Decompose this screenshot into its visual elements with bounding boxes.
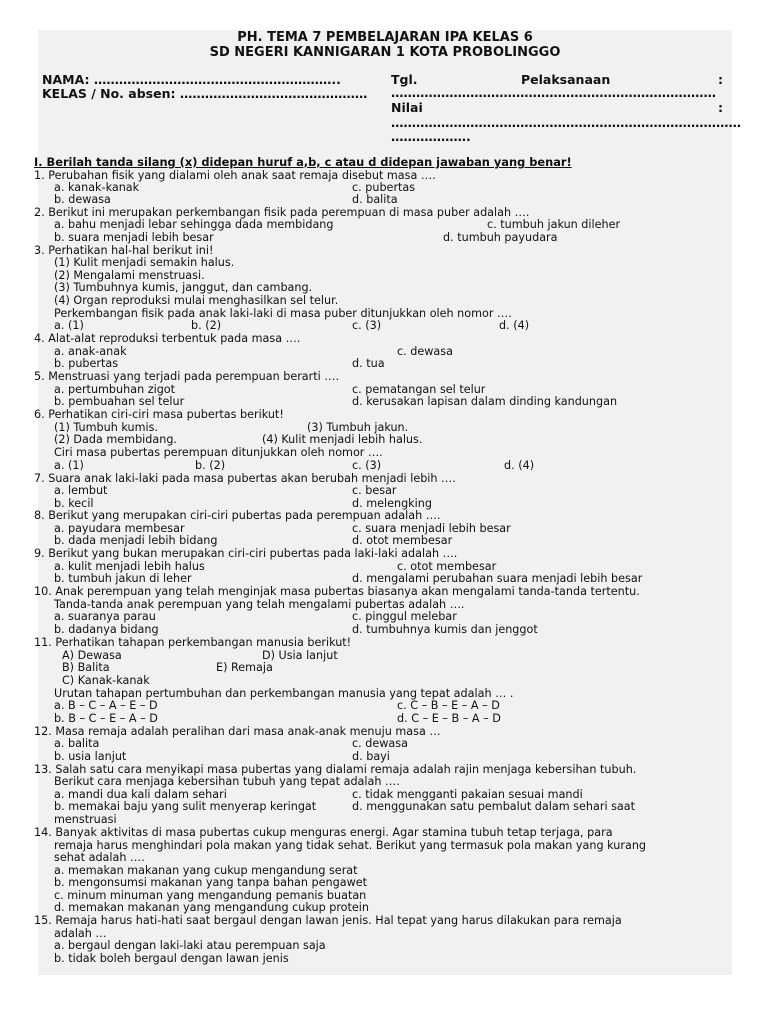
question-line: d. tua xyxy=(352,357,385,370)
question-line: a. anak-anak xyxy=(54,345,127,358)
question-line: 6. Perhatikan ciri-ciri masa pubertas berikut! xyxy=(34,408,284,421)
title-line-2: SD NEGERI KANNIGARAN 1 KOTA PROBOLINGGO xyxy=(209,45,561,60)
question-line: Ciri masa pubertas perempuan ditunjukkan oleh nomor …. xyxy=(54,446,383,459)
question-line: Tanda-tanda anak perempuan yang telah mengalami pubertas adalah …. xyxy=(54,598,465,611)
question-line: d. mengalami perubahan suara menjadi lebih besar xyxy=(352,572,643,585)
question-line: (2) Mengalami menstruasi. xyxy=(54,269,205,282)
score-label: Nilai xyxy=(391,100,423,115)
question-line: 4. Alat-alat reproduksi terbentuk pada masa …. xyxy=(34,332,301,345)
question-line: d. menggunakan satu pembalut dalam sehari saat xyxy=(352,800,636,813)
score-dots: ………………………………………………………………………… xyxy=(391,115,741,130)
question-line: d. memakan makanan yang mengandung cukup protein xyxy=(54,901,369,914)
question-line: c. otot membesar xyxy=(397,560,497,573)
question-line: b. B – C – E – A – D xyxy=(54,712,158,725)
question-line: a. bergaul dengan laki-laki atau perempuan saja xyxy=(54,939,326,952)
question-line: c. pematangan sel telur xyxy=(352,383,486,396)
question-line: a. mandi dua kali dalam sehari xyxy=(54,788,227,801)
class-field-label: KELAS / No. absen: ……………………………………… xyxy=(42,86,368,101)
question-line: D) Usia lanjut xyxy=(262,649,338,662)
question-line: b. tumbuh jakun di leher xyxy=(54,572,192,585)
question-line: 15. Remaja harus hati-hati saat bergaul dengan lawan jenis. Hal tepat yang harus dilakukan para remaja xyxy=(34,914,622,927)
question-line: a. (1) xyxy=(54,459,84,472)
question-line: d. otot membesar xyxy=(352,534,453,547)
question-line: b. pubertas xyxy=(54,357,119,370)
question-line: Berikut cara menjaga kebersihan tubuh yang tepat adalah …. xyxy=(54,775,400,788)
question-line: b. (2) xyxy=(191,319,222,332)
score-dots-continued: ………………. xyxy=(391,129,471,144)
question-line: (1) Kulit menjadi semakin halus. xyxy=(54,256,235,269)
question-line: (4) Organ reproduksi mulai menghasilkan sel telur. xyxy=(54,294,339,307)
question-line: 14. Banyak aktivitas di masa pubertas cukup menguras energi. Agar stamina tubuh tetap terjaga, para xyxy=(34,826,613,839)
question-line: (2) Dada membidang. xyxy=(54,433,177,446)
question-line: c. dewasa xyxy=(352,737,408,750)
section-instruction: I. Berilah tanda silang (x) didepan huruf a,b, c atau d didepan jawaban yang benar! xyxy=(34,155,572,169)
question-line: d. (4) xyxy=(504,459,535,472)
question-line: 13. Salah satu cara menyikapi masa pubertas yang dialami remaja adalah rajin menjaga kebersihan tubuh. xyxy=(34,763,637,776)
question-line: 10. Anak perempuan yang telah menginjak masa pubertas biasanya akan mengalami tanda-tanda tertentu. xyxy=(34,585,640,598)
question-line: 5. Menstruasi yang terjadi pada perempuan berarti …. xyxy=(34,370,340,383)
question-line: d. C – E – B – A – D xyxy=(397,712,501,725)
question-line: (1) Tumbuh kumis. xyxy=(54,421,158,434)
question-line: c. pinggul melebar xyxy=(352,610,457,623)
question-line: a. kanak-kanak xyxy=(54,181,140,194)
question-line: b. usia lanjut xyxy=(54,750,127,763)
question-line: c. (3) xyxy=(352,319,382,332)
execution-colon: : xyxy=(718,72,723,87)
question-line: d. melengking xyxy=(352,497,432,510)
question-line: Urutan tahapan pertumbuhan dan perkembangan manusia yang tepat adalah … . xyxy=(54,687,514,700)
question-line: remaja harus menghindari pola makan yang tidak sehat. Berikut yang termasuk pola makan yang kurang xyxy=(54,839,647,852)
question-line: 8. Berikut yang merupakan ciri-ciri pubertas pada perempuan adalah …. xyxy=(34,509,441,522)
question-line: c. pubertas xyxy=(352,181,416,194)
question-line: (4) Kulit menjadi lebih halus. xyxy=(262,433,423,446)
question-line: c. minum minuman yang mengandung pemanis buatan xyxy=(54,889,367,902)
question-line: b. dewasa xyxy=(54,193,111,206)
question-line: a. suaranya parau xyxy=(54,610,156,623)
question-line: c. tumbuh jakun dileher xyxy=(487,218,621,231)
question-line: b. dadanya bidang xyxy=(54,623,159,636)
question-line: a. bahu menjadi lebar sehingga dada membidang xyxy=(54,218,334,231)
question-line: b. dada menjadi lebih bidang xyxy=(54,534,218,547)
date-label: Tgl. xyxy=(391,72,418,87)
question-line: a. (1) xyxy=(54,319,84,332)
question-line: b. (2) xyxy=(195,459,226,472)
question-line: d. (4) xyxy=(499,319,530,332)
question-line: 7. Suara anak laki-laki pada masa pubertas akan berubah menjadi lebih …. xyxy=(34,472,456,485)
question-line: a. memakan makanan yang cukup mengandung serat xyxy=(54,864,358,877)
question-line: c. (3) xyxy=(352,459,382,472)
score-colon: : xyxy=(718,100,723,115)
title-line-1: PH. TEMA 7 PEMBELAJARAN IPA KELAS 6 xyxy=(237,30,533,45)
question-line: B) Balita xyxy=(62,661,110,674)
execution-label: Pelaksanaan xyxy=(521,72,611,87)
question-line: a. kulit menjadi lebih halus xyxy=(54,560,205,573)
question-line: a. balita xyxy=(54,737,100,750)
question-line: c. suara menjadi lebih besar xyxy=(352,522,511,535)
question-line: (3) Tumbuh jakun. xyxy=(307,421,409,434)
name-field-label: NAMA: ………………………………………………….. xyxy=(42,72,341,87)
question-line: c. besar xyxy=(352,484,397,497)
question-line: sehat adalah …. xyxy=(54,851,145,864)
question-line: 1. Perubahan fisik yang dialami oleh anak saat remaja disebut masa …. xyxy=(34,169,436,182)
question-line: d. balita xyxy=(352,193,398,206)
question-line: a. lembut xyxy=(54,484,108,497)
question-line: d. bayi xyxy=(352,750,390,763)
question-line: E) Remaja xyxy=(216,661,273,674)
question-line: c. C – B – E – A – D xyxy=(397,699,500,712)
question-line: b. tidak boleh bergaul dengan lawan jenis xyxy=(54,952,289,965)
question-line: a. pertumbuhan zigot xyxy=(54,383,176,396)
question-line: adalah … xyxy=(54,927,107,940)
question-line: d. tumbuh payudara xyxy=(443,231,558,244)
question-line: a. B – C – A – E – D xyxy=(54,699,158,712)
question-line: (3) Tumbuhnya kumis, janggut, dan cambang. xyxy=(54,281,313,294)
question-line: A) Dewasa xyxy=(62,649,122,662)
question-line: 12. Masa remaja adalah peralihan dari masa anak-anak menuju masa … xyxy=(34,725,441,738)
question-line: 2. Berikut ini merupakan perkembangan fisik pada perempuan di masa puber adalah …. xyxy=(34,206,530,219)
question-line: c. dewasa xyxy=(397,345,453,358)
question-line: b. kecil xyxy=(54,497,94,510)
question-line: b. mengonsumsi makanan yang tanpa bahan pengawet xyxy=(54,876,367,889)
date-dots: …………………………………………………………………… xyxy=(391,85,716,100)
question-line: 9. Berikut yang bukan merupakan ciri-ciri pubertas pada laki-laki adalah …. xyxy=(34,547,458,560)
question-line: C) Kanak-kanak xyxy=(62,674,150,687)
question-line: b. suara menjadi lebih besar xyxy=(54,231,214,244)
question-line: 11. Perhatikan tahapan perkembangan manusia berikut! xyxy=(34,636,352,649)
question-line: menstruasi xyxy=(54,813,117,826)
question-line: 3. Perhatikan hal-hal berikut ini! xyxy=(34,244,214,257)
question-line: b. pembuahan sel telur xyxy=(54,395,185,408)
question-line: b. memakai baju yang sulit menyerap keringat xyxy=(54,800,317,813)
question-line: d. kerusakan lapisan dalam dinding kandungan xyxy=(352,395,618,408)
question-line: Perkembangan fisik pada anak laki-laki di masa puber ditunjukkan oleh nomor …. xyxy=(54,307,512,320)
question-line: c. tidak mengganti pakaian sesuai mandi xyxy=(352,788,583,801)
question-line: d. tumbuhnya kumis dan jenggot xyxy=(352,623,538,636)
question-line: a. payudara membesar xyxy=(54,522,185,535)
